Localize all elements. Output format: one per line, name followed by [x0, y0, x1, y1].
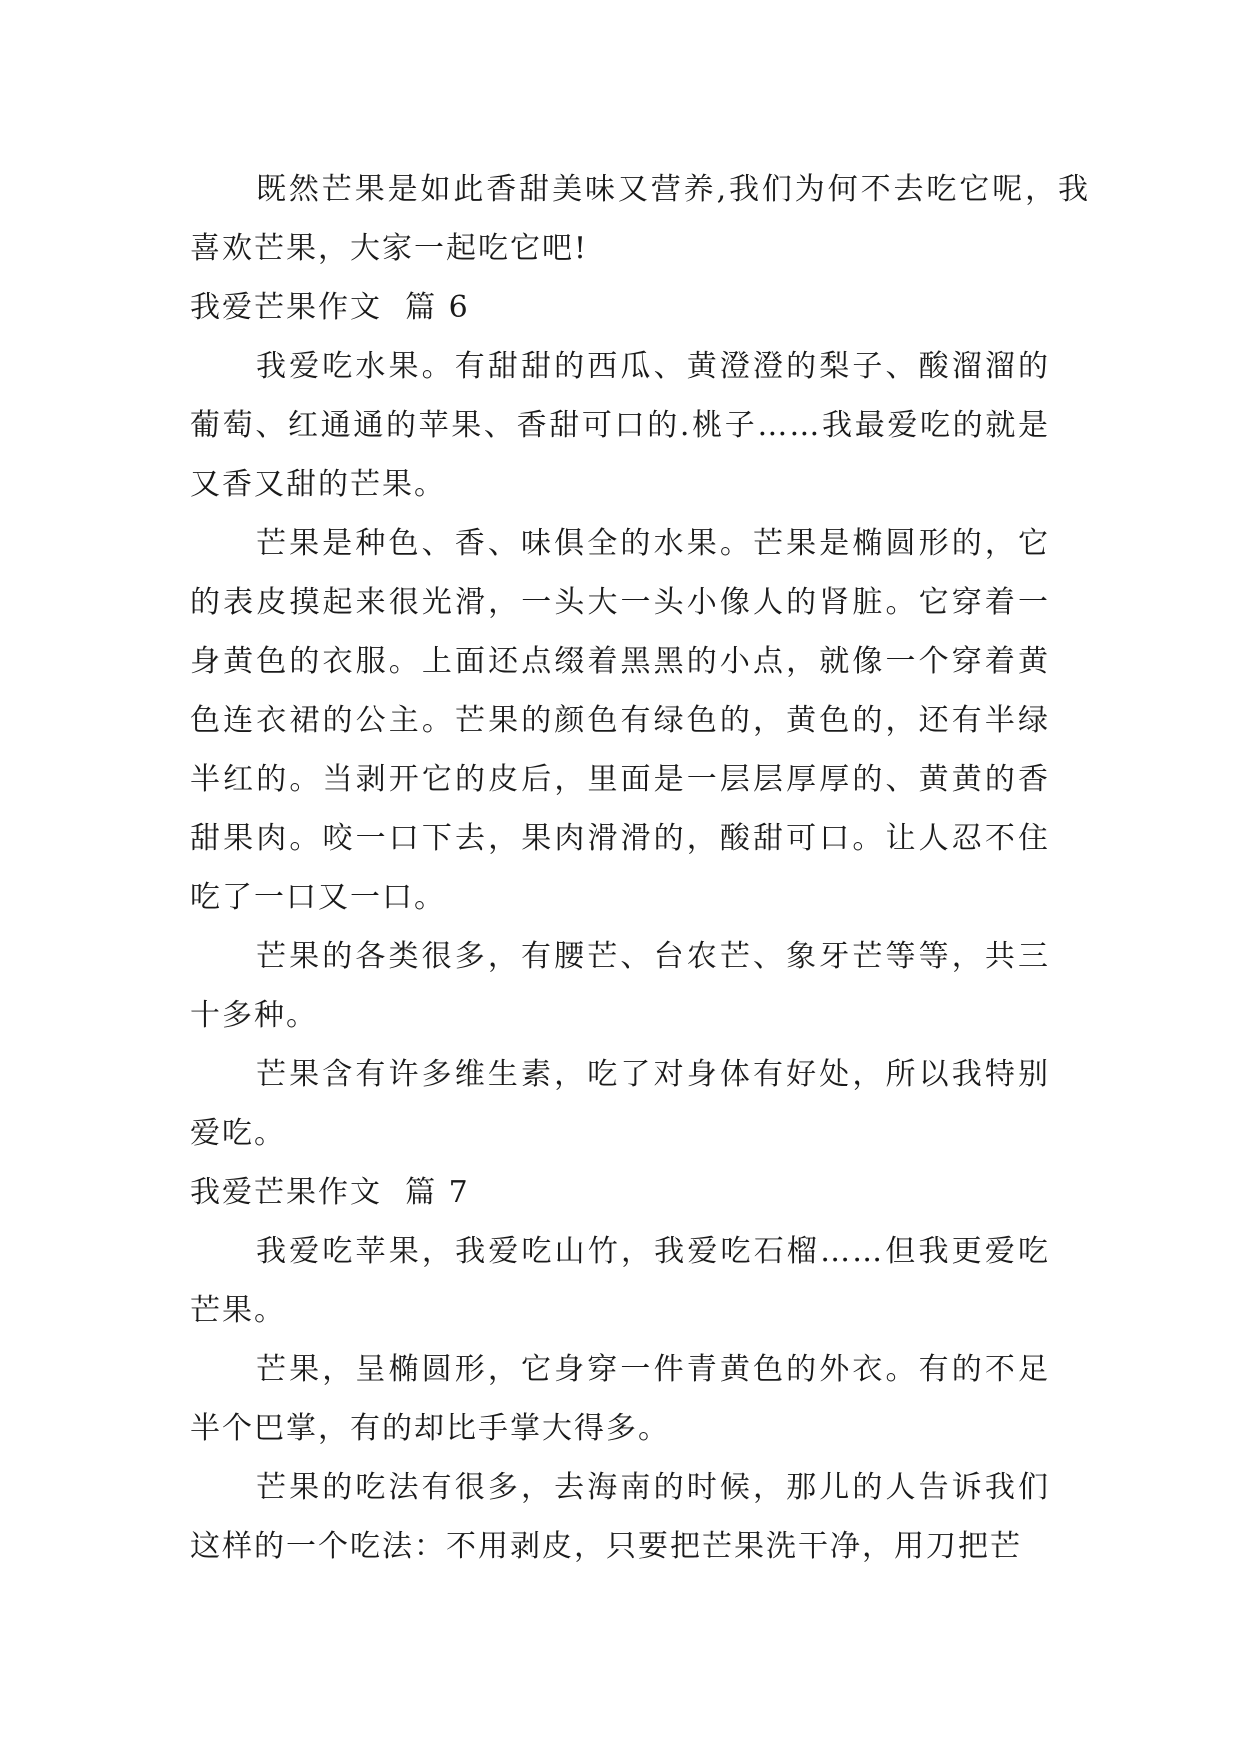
paragraph-mango-vitamins: 芒果含有许多维生素，吃了对身体有好处，所以我特别爱吃。: [190, 1057, 1050, 1151]
paragraph-mango-varieties: 芒果的各类很多，有腰芒、台农芒、象牙芒等等，共三十多种。: [190, 939, 1050, 1033]
essay-heading-7: 我爱芒果作文 篇 7: [190, 1175, 470, 1210]
paragraph-mango-shape: 芒果，呈椭圆形，它身穿一件青黄色的外衣。有的不足半个巴掌，有的却比手掌大得多。: [190, 1352, 1050, 1446]
document-body: [190, 160, 1090, 1576]
paragraph-favorite-fruit: 我爱吃水果。有甜甜的西瓜、黄澄澄的梨子、酸溜溜的葡萄、红通通的苹果、香甜可口的.桃子……我最爱吃的就是又香又甜的芒果。: [190, 349, 1050, 502]
essay-heading-6: 我爱芒果作文 篇 6: [190, 290, 470, 325]
paragraph-conclusion: 既然芒果是如此香甜美味又营养,我们为何不去吃它呢，我喜欢芒果，大家一起吃它吧!: [190, 172, 1090, 266]
paragraph-love-mango: 我爱吃苹果，我爱吃山竹，我爱吃石榴……但我更爱吃芒果。: [190, 1234, 1050, 1328]
paragraph-mango-eating: 芒果的吃法有很多，去海南的时候，那儿的人告诉我们这样的一个吃法：不用剥皮，只要把芒果洗干净，用刀把芒: [190, 1470, 1050, 1564]
paragraph-mango-description: 芒果是种色、香、味俱全的水果。芒果是椭圆形的，它的表皮摸起来很光滑，一头大一头小像人的肾脏。它穿着一身黄色的衣服。上面还点缀着黑黑的小点，就像一个穿着黄色连衣裙的公主。芒果的颜色有绿色的，黄色的，还有半绿半红的。当剥开它的皮后，里面是一层层厚厚的、黄黄的香甜果肉。咬一口下去，果肉滑滑的，酸甜可口。让人忍不住吃了一口又一口。: [190, 526, 1050, 915]
